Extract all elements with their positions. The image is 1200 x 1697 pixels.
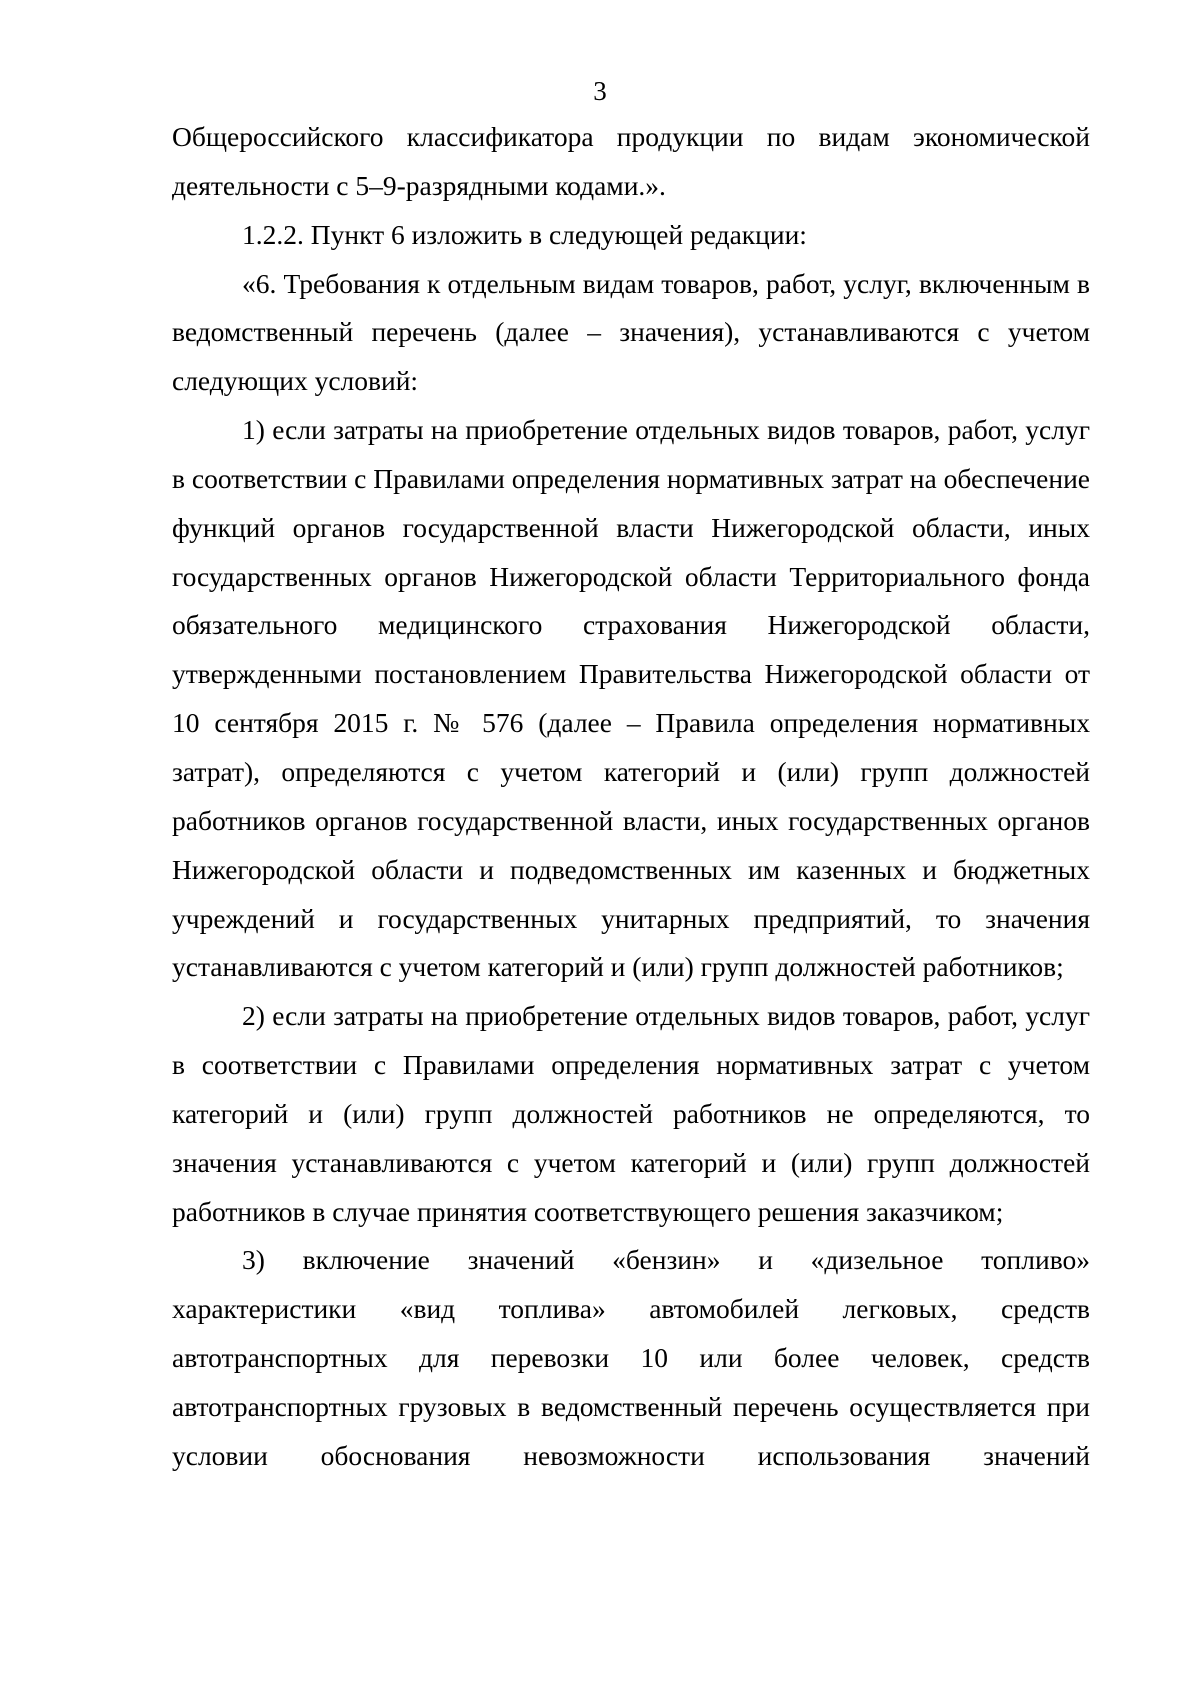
paragraph-condition-2: 2) если затраты на приобретение отдельных видов товаров, работ, услуг в соответствии с Правилами определения нормативных затрат с учетом категорий и (или) групп должностей работников не определяются, то значения устанавливаются с учетом категорий и (или) групп должностей работников в случае принятия соответствующего решения заказчиком; [172,1000,1090,1227]
page-number: 3 [593,76,607,106]
document-body [172,113,1090,1481]
paragraph-condition-1: 1) если затраты на приобретение отдельных видов товаров, работ, услуг в соответствии с Правилами определения нормативных затрат на обеспечение функций органов государственной власти Нижегородской области, иных государственных органов Нижегородской области Территориального фонда обязательного медицинского страхования Нижегородской области, утвержденными постановлением Правительства Нижегородской области от 10 сентября 2015 г. № 576 (далее – Правила определения нормативных затрат), определяются с учетом категорий и (или) групп должностей работников органов государственной власти, иных государственных органов Нижегородской области и подведомственных им казенных и бюджетных учреждений и государственных унитарных предприятий, то значения устанавливаются с учетом категорий и (или) групп должностей работников; [172,414,1090,983]
paragraph-item-1-2-2: 1.2.2. Пункт 6 изложить в следующей редакции: [242,218,807,250]
paragraph-point-6: «6. Требования к отдельным видам товаров, работ, услуг, включенным в ведомственный перечень (далее – значения), устанавливаются с учетом следующих условий: [172,267,1090,397]
paragraph-continuation: Общероссийского классификатора продукции по видам экономической деятельности с 5–9-разрядными кодами.». [172,121,1090,201]
paragraph-condition-3: 3) включение значений «бензин» и «дизельное топливо» характеристики «вид топлива» автомобилей легковых, средств автотранспортных для перевозки 10 или более человек, средств автотранспортных грузовых в ведомственный перечень осуществляется при условии обоснования невозможности использования значений [172,1244,1090,1471]
